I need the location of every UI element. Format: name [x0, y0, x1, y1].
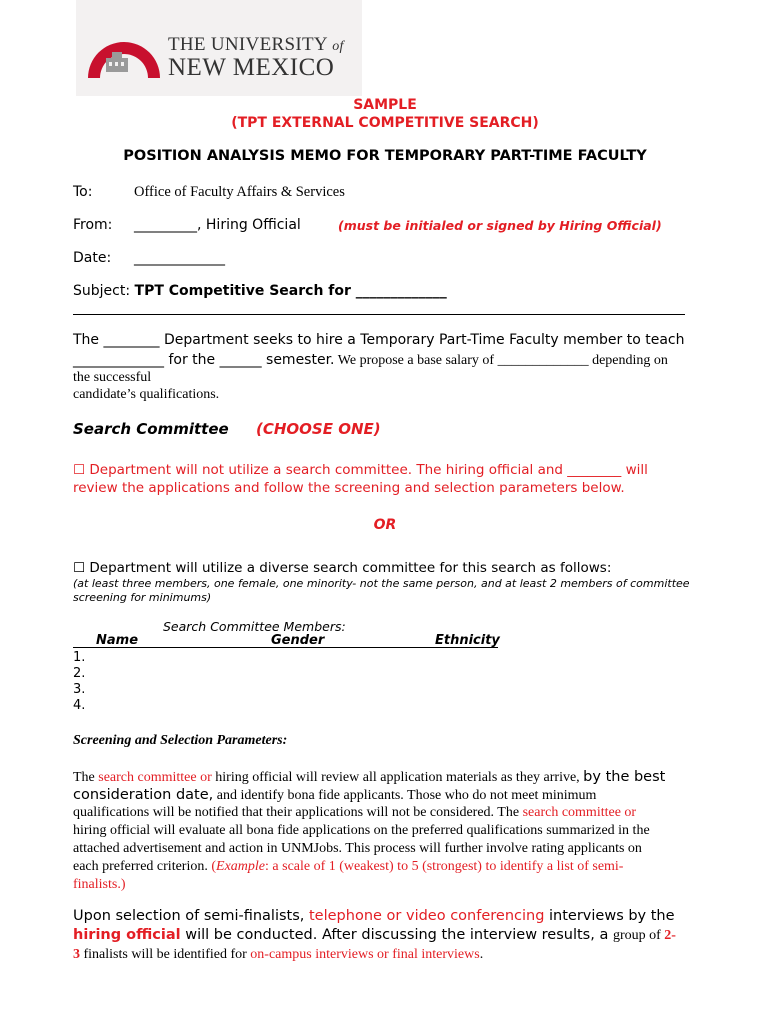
memo-title: POSITION ANALYSIS MEMO FOR TEMPORARY PART-TIME FACULTY: [123, 148, 647, 164]
column-name: Name: [96, 633, 139, 648]
screening-p1-line-5: attached advertisement and action in UNMJobs. This process will further involve rating applicants on: [73, 841, 642, 856]
option-committee-checkbox[interactable]: ☐ Department will utilize a diverse search committee for this search as follows:: [73, 560, 612, 576]
date-label: Date:: [73, 250, 112, 266]
member-row-1: 1.: [73, 650, 86, 665]
option-no-committee-checkbox[interactable]: ☐ Department will not utilize a search committee. The hiring official and ________ will: [73, 462, 648, 478]
screening-p2-line-1: Upon selection of semi-finalists, telephone or video conferencing interviews by the: [73, 908, 675, 924]
member-row-3: 3.: [73, 682, 86, 697]
intro-line-1: The ________ Department seeks to hire a Temporary Part-Time Faculty member to teach: [73, 332, 685, 348]
logo-line-1: THE UNIVERSITY of: [168, 34, 344, 55]
search-committee-heading: Search Committee: [73, 420, 229, 438]
screening-heading: Screening and Selection Parameters:: [73, 733, 288, 748]
column-ethnicity: Ethnicity: [435, 633, 500, 648]
from-label: From:: [73, 217, 113, 233]
screening-p1-line-1: The search committee or hiring official will review all application materials as they arrive, by the best: [73, 769, 666, 785]
committee-members-title: Search Committee Members:: [163, 619, 346, 634]
member-row-2: 2.: [73, 666, 86, 681]
screening-p1-line-6: each preferred criterion. (Example: a scale of 1 (weakest) to 5 (strongest) to identify a list of semi-: [73, 859, 624, 874]
screening-p1-line-4: hiring official will evaluate all bona fide applications on the preferred qualifications summarized in the: [73, 823, 650, 838]
from-value: _________, Hiring Official: [134, 217, 301, 233]
search-type-heading: (TPT EXTERNAL COMPETITIVE SEARCH): [231, 115, 539, 131]
screening-p1-line-3: qualifications will be notified that their applications will not be considered. The search committee or: [73, 805, 637, 820]
screening-p1-line-7: finalists.): [73, 877, 126, 892]
university-logo: [76, 0, 362, 96]
date-value: _____________: [134, 250, 225, 266]
subject-label: Subject:: [73, 283, 131, 299]
screening-p2-line-3: 3 finalists will be identified for on-campus interviews or final interviews.: [73, 947, 484, 962]
intro-line-2: _____________ for the ______ semester. We propose a base salary of _____________ depending on: [73, 352, 668, 368]
option-no-committee-text: review the applications and follow the screening and selection parameters below.: [73, 480, 625, 496]
committee-requirements-note-2: screening for minimums): [73, 591, 212, 604]
or-separator: OR: [373, 517, 397, 533]
to-value: Office of Faculty Affairs & Services: [134, 184, 345, 200]
logo-line-2: NEW MEXICO: [168, 54, 335, 81]
sample-heading: SAMPLE: [353, 97, 417, 113]
committee-requirements-note-1: (at least three members, one female, one minority- not the same person, and at least 2 members of committee: [73, 577, 690, 590]
subject-field: [73, 283, 447, 299]
members-table-header: [73, 633, 498, 648]
subject-value: TPT Competitive Search for _____________: [134, 283, 447, 299]
choose-one-label: (CHOOSE ONE): [256, 420, 381, 438]
to-label: To:: [73, 184, 93, 200]
divider: [73, 314, 685, 315]
intro-line-4: candidate’s qualifications.: [73, 387, 220, 402]
column-gender: Gender: [271, 633, 325, 648]
member-row-4: 4.: [73, 698, 86, 713]
screening-p1-line-2: consideration date, and identify bona fide applicants. Those who do not meet minimum: [73, 787, 597, 803]
intro-line-3: the successful: [73, 370, 152, 385]
from-note: (must be initialed or signed by Hiring Official): [338, 218, 662, 233]
logo-emblem-icon: [84, 32, 164, 82]
screening-p2-line-2: hiring official will be conducted. After discussing the interview results, a group of 2-: [73, 927, 676, 943]
